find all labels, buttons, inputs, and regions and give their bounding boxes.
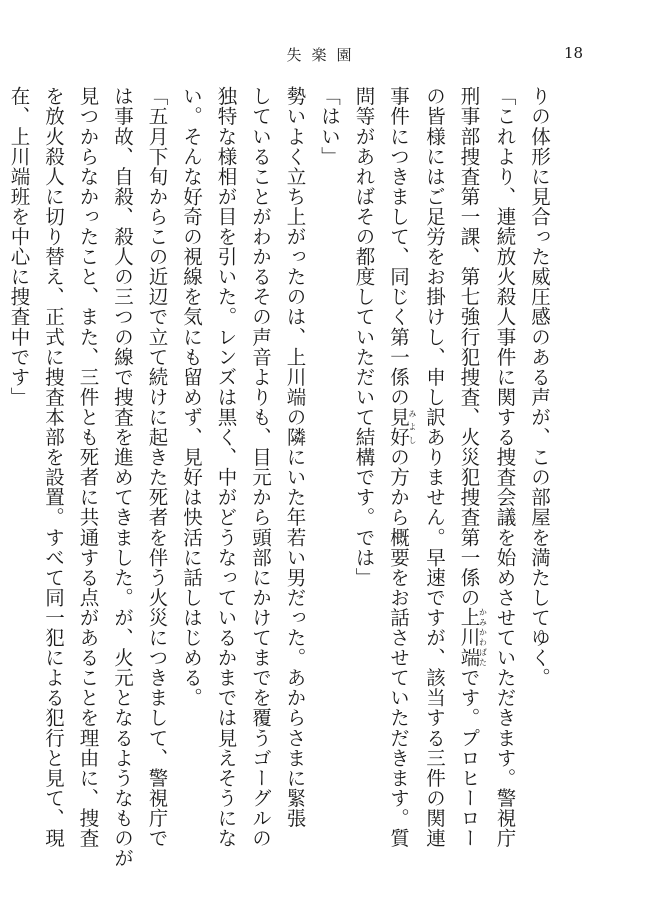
text-column: 独特な様相が目を引いた。レンズは黒く、中がどうなっているかまでは見えそうにな [214,86,238,848]
text-column: 「五月下旬からこの近辺で立て続けに起きた死者を伴う火災につきまして、警視庁で [145,86,169,848]
text-column: 勢いよく立ち上がったのは、上川端の隣にいた年若い男だった。あからさまに緊張 [283,86,307,828]
text-column: は事故、自殺、殺人の三つの線で捜査を進めてきました。が、火元となるようなものが [111,86,134,868]
page-number: 18 [564,44,584,62]
text-column: していることがわかるその声音よりも、目元から頭部にかけてまでを覆うゴーグルの [249,86,272,848]
text-column: 「これより、連続放火殺人事件に関する捜査会議を始めさせていただきます。警視庁 [493,86,517,848]
text-column: を放火殺人に切り替え、正式に捜査本部を設置。すべて同一犯による犯行と見て、現 [42,86,65,848]
text-column: 問等があればその都度していただいて結構です。では」 [352,86,376,588]
body-text [1,86,556,868]
text-column: 刑事部捜査第一課、第七強行犯捜査、火災犯捜査第一係の上川端かみかわばたです。プロヒーロー [457,86,488,848]
text-column: りの体形に見合った威圧感のある声が、この部屋を満たしてゆく。 [528,86,551,688]
text-column: 事件につきまして、同じく第一係の見好みよしの方から概要をお話させていただきます。質 [387,86,417,848]
running-title: 失楽園 [286,46,362,64]
ruby-kamikawabata-reading: かみかわばた [478,607,488,668]
text-column: 「はい」 [318,86,341,167]
text-column: い。そんな好奇の視線を気にも留めず、見好は快活に話しはじめる。 [180,86,203,708]
ruby-miyoshi: 見好みよし [387,406,417,447]
ruby-kamikawabata: 上川端かみかわばた [457,607,488,668]
text-column: の皆様にはご足労をお掛けし、申し訳ありません。早速ですが、該当する三件の関連 [423,86,446,848]
ruby-miyoshi-reading: みよし [408,406,417,447]
text-column: 見つからなかったこと、また、三件とも死者に共通する点があることを理由に、捜査 [76,86,100,848]
text-column: 在、上川端班を中心に捜査中です」 [7,86,31,407]
